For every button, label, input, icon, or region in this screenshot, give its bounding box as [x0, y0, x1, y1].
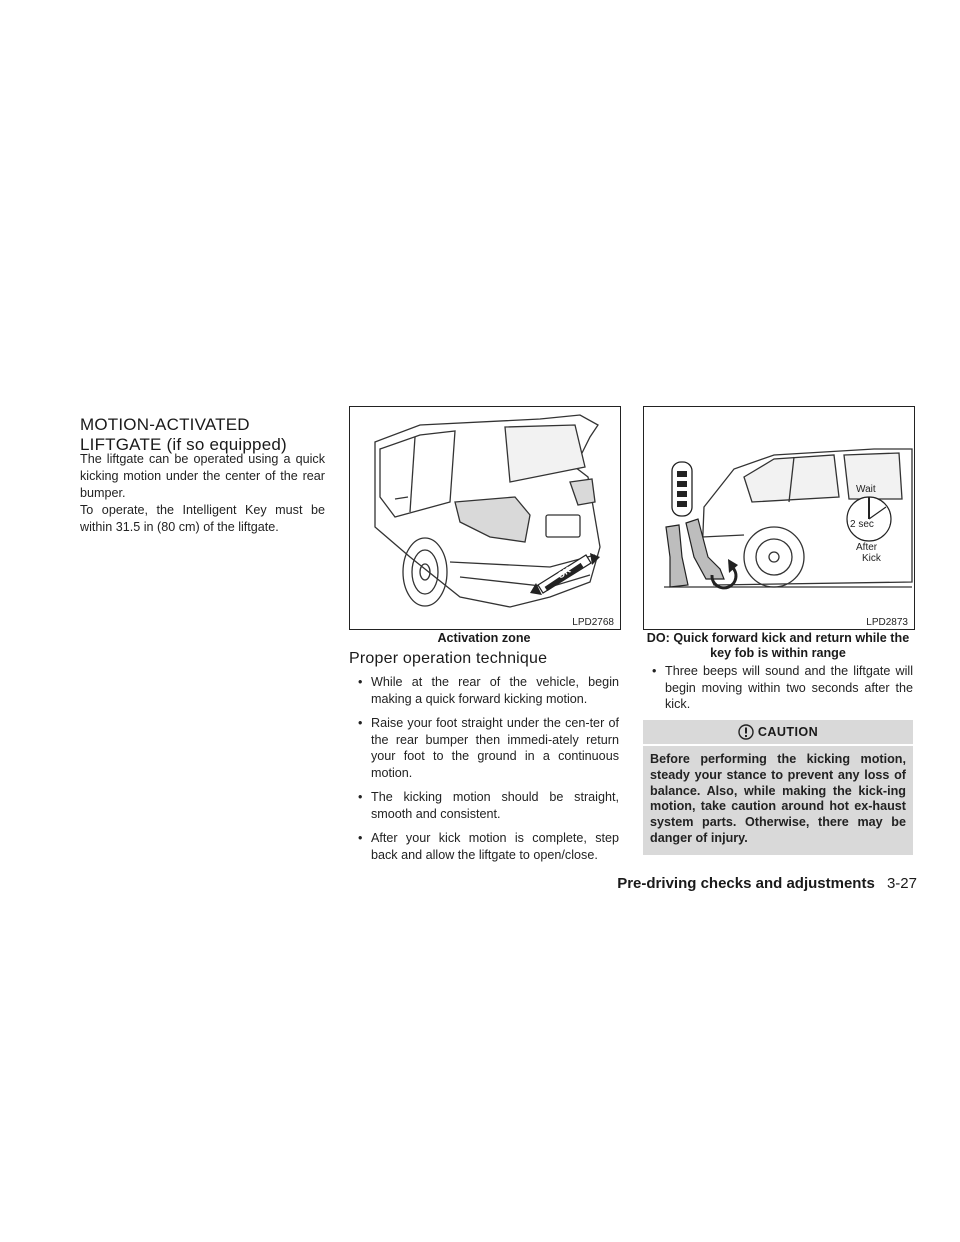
- key-fob-icon: [672, 462, 692, 516]
- after-label: After: [856, 542, 878, 553]
- kick-technique-figure: [643, 406, 915, 630]
- activation-zone-arrow: [530, 553, 600, 595]
- figure-caption: DO: Quick forward kick and return while the key fob is within range: [646, 631, 910, 660]
- list-item-text: Raise your foot straight under the cen-ter of the rear bumper then immedi-ately return your foot to the ground in a continuous motion.: [371, 716, 619, 780]
- list-item: • Three beeps will sound and the liftgate will begin moving within two seconds after the kick.: [652, 664, 913, 711]
- figure-code: LPD2768: [572, 617, 614, 628]
- chapter-title: Pre-driving checks and adjustments: [617, 875, 875, 892]
- kicking-legs: [666, 519, 724, 587]
- caution-label: CAUTION: [757, 725, 819, 739]
- figure-caption: Activation zone: [437, 631, 531, 645]
- list-item-text: The kicking motion should be straight, smooth and consistent.: [371, 790, 619, 821]
- list-item-text: Three beeps will sound and the liftgate will begin moving within two seconds after the kick.: [665, 664, 913, 711]
- caution-heading: [643, 720, 913, 744]
- kick-illustration: [644, 407, 914, 629]
- list-item: • While at the rear of the vehicle, begin making a quick forward kicking motion.: [358, 675, 619, 706]
- intro-paragraph-2: To operate, the Intelligent Key must be within 31.5 in (80 cm) of the liftgate.: [80, 503, 325, 534]
- list-item-text: After your kick motion is complete, step back and allow the liftgate to open/close.: [371, 831, 619, 862]
- caution-text: Before performing the kicking motion, steady your stance to prevent any loss of balance. Also, while making the kick-ing motion, take caution around hot ex-haust system parts. Otherwise, there may be danger of injury.: [643, 746, 913, 855]
- warning-icon: [738, 724, 754, 740]
- suv-rear-illustration: [350, 407, 620, 629]
- kick-label: Kick: [862, 553, 881, 564]
- list-item-text: While at the rear of the vehicle, begin making a quick forward kicking motion.: [371, 675, 619, 706]
- list-item: • The kicking motion should be straight, smooth and consistent.: [358, 790, 619, 821]
- technique-heading: Proper operation technique: [349, 650, 548, 667]
- list-item: • After your kick motion is complete, step back and allow the liftgate to open/close.: [358, 831, 619, 862]
- list-item: • Raise your foot straight under the cen-ter of the rear bumper then immedi-ately return your foot to the ground in a continuous motion.: [358, 716, 619, 780]
- result-list: [643, 663, 913, 721]
- page-footer: [587, 875, 917, 892]
- wait-label: Wait: [856, 484, 876, 495]
- figure-code: LPD2873: [866, 617, 908, 628]
- technique-list: [349, 674, 619, 871]
- time-label: 2 sec: [850, 519, 874, 530]
- page-number: 3-27: [886, 875, 917, 892]
- section-title: MOTION-ACTIVATED LIFTGATE (if so equipped): [80, 415, 287, 455]
- intro-paragraph: The liftgate can be operated using a quick kicking motion under the center of the rear bumper.: [80, 452, 325, 500]
- zone-ok-label: OK: [555, 564, 573, 581]
- activation-zone-figure: [349, 406, 621, 630]
